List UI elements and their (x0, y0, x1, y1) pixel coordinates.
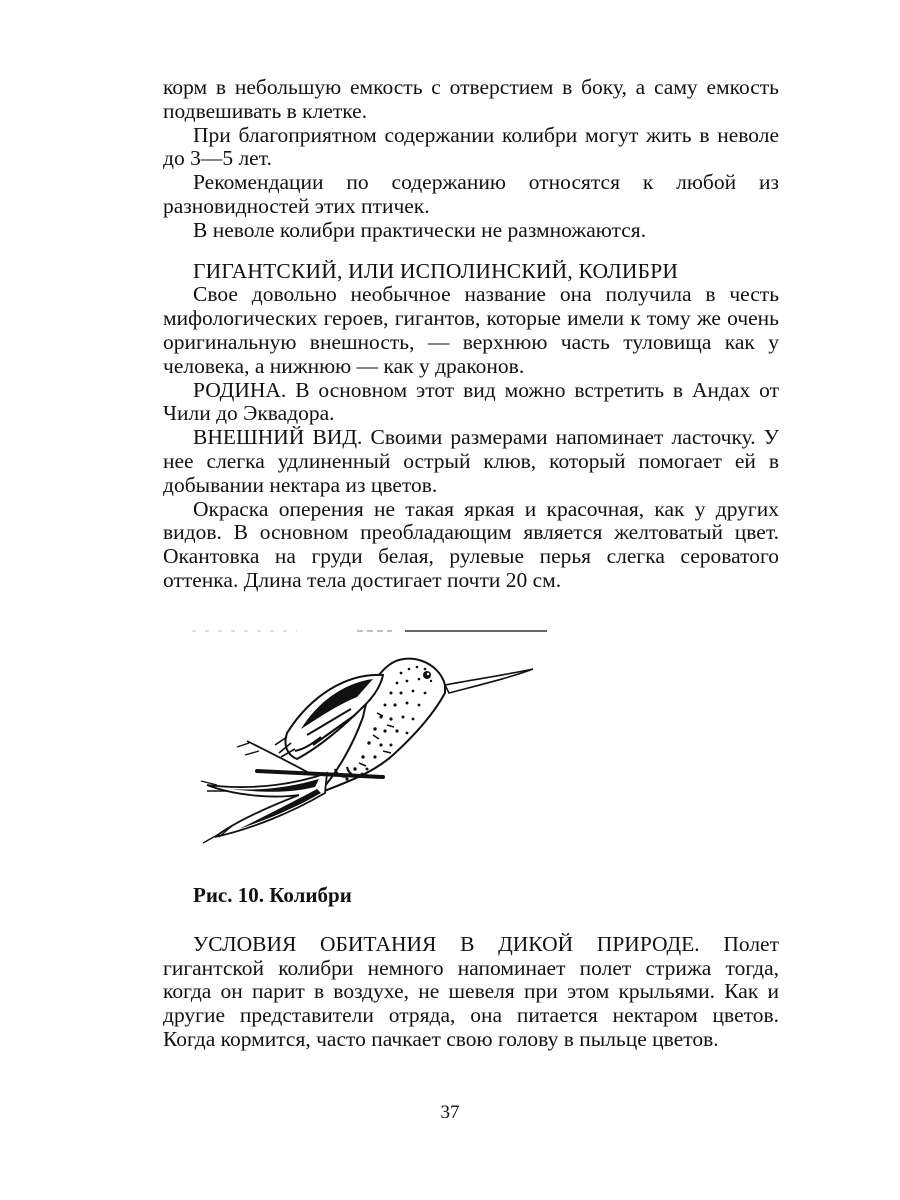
hummingbird-illustration (187, 623, 547, 853)
paragraph-homeland: РОДИНА. В основном этот вид можно встретить в Андах от Чили до Эквадора. (163, 377, 779, 426)
page-body (163, 76, 779, 1052)
paragraph-recommendations: Рекомендации по содержанию относятся к любой из разновидностей этих птичек. (163, 170, 779, 218)
figure-hummingbird (163, 623, 779, 861)
paragraph-breeding: В неволе колибри практически не размножаются. (193, 217, 647, 242)
section-heading: ГИГАНТСКИЙ, ИЛИ ИСПОЛИНСКИЙ, КОЛИБРИ (193, 258, 679, 283)
paragraph-appearance: ВНЕШНИЙ ВИД. Своими размерами напоминает ласточку. У нее слегка удлиненный острый клюв, который помогает ей в добывании нектара из цветов. (163, 425, 779, 497)
page-number: 37 (440, 1102, 460, 1123)
figure-caption: Рис. 10. Колибри (193, 882, 352, 907)
paragraph-coloring: Окраска оперения не такая яркая и красочная, как у других видов. В основном преобладающим является желтоватый цвет. Окантовка на груди белая, рулевые перья слегка сероватого оттенка. Длина тела достигает почти 20 см. (163, 496, 779, 592)
paragraph-lifespan: При благоприятном содержании колибри могут жить в неволе до 3—5 лет. (163, 122, 779, 171)
paragraph-continued: корм в небольшую емкость с отверстием в боку, а саму емкость подвешивать в клетке. (163, 75, 779, 123)
paragraph-name-origin: Свое довольно необычное название она получила в честь мифологических героев, гигантов, которые имели к тому же очень оригинальную внешность, — верхнюю часть туловища как у человека, а нижнюю — как у драконов. (163, 282, 779, 378)
section-habitat (163, 933, 779, 1052)
paragraph-habitat: УСЛОВИЯ ОБИТАНИЯ В ДИКОЙ ПРИРОДЕ. Полет гигантской колибри немного напоминает полет стрижа тогда, когда он парит в воздухе, не шевеля при этом крыльями. Как и другие представители отряда, она питается нектаром цветов. Когда кормится, часто пачкает свою голову в пыльце цветов. (163, 931, 779, 1051)
